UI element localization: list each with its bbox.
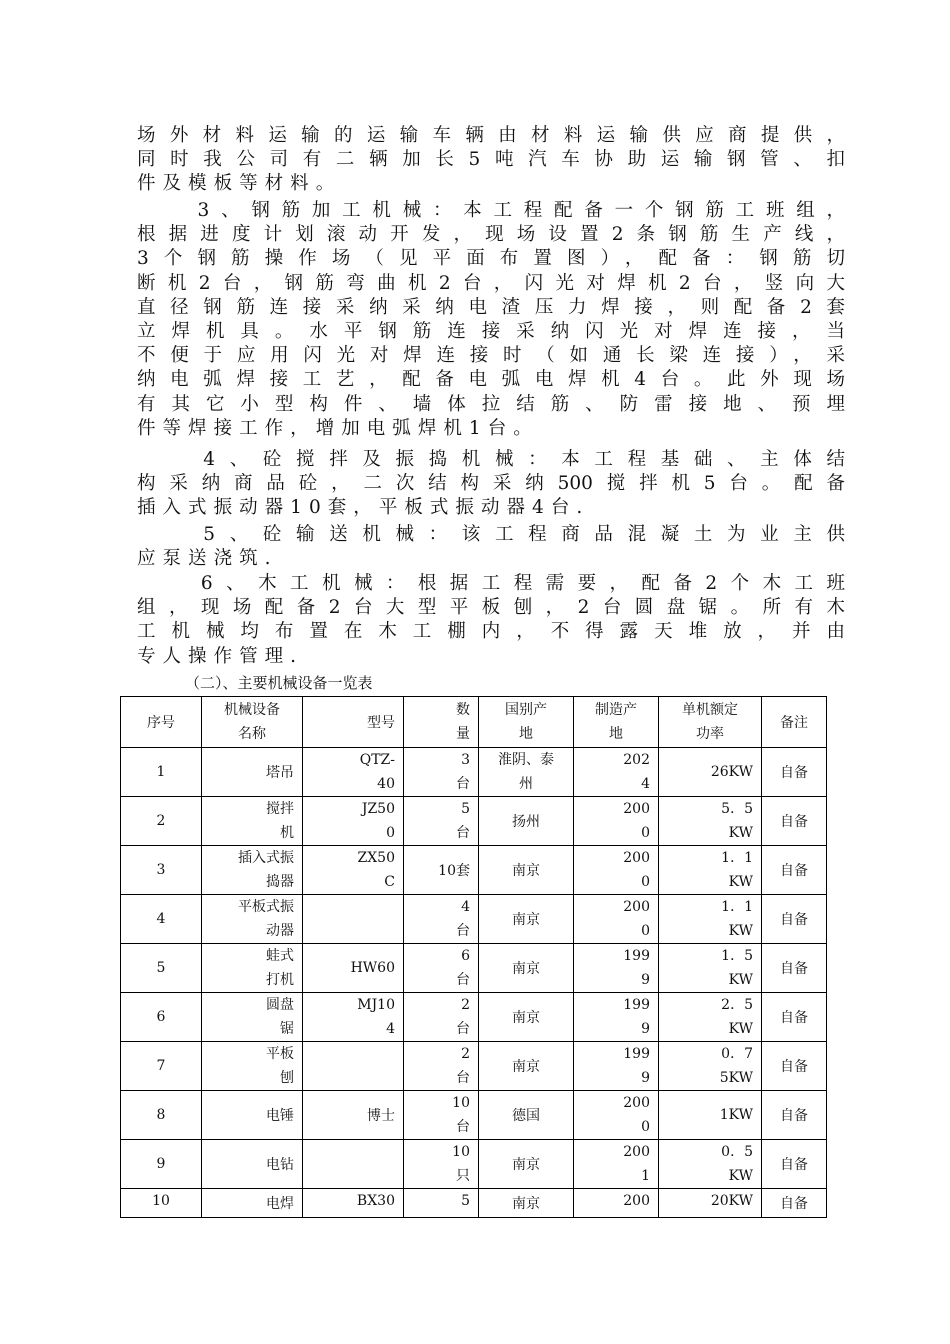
text-line: 件及模板等材料。 — [137, 173, 342, 195]
cell-text: KW — [728, 1168, 753, 1184]
table-row — [121, 895, 827, 944]
cell-year — [574, 895, 659, 944]
table-row — [121, 1042, 827, 1091]
cell-origin — [479, 748, 574, 797]
cell-text: 平板式振 — [238, 899, 294, 915]
cell-text: 机械设备 — [224, 702, 280, 718]
text-line: 断机2台，钢筋弯曲机2台，闪光对焊机2台，竖向大 — [137, 272, 845, 294]
cell-text: 1．1 — [721, 850, 753, 866]
cell-note: 自备 — [762, 993, 827, 1042]
cell-power — [659, 1042, 762, 1091]
header-col-name — [202, 697, 303, 748]
cell-text: 南京 — [512, 961, 540, 977]
text-line: 插入式振动器10套，平板式振动器4台. — [137, 497, 590, 519]
cell-text: 搅拌 — [266, 801, 294, 817]
cell-year — [574, 748, 659, 797]
cell-text: 平板 — [266, 1046, 294, 1062]
paragraph-rebar — [137, 199, 845, 441]
cell-index: 6 — [121, 993, 202, 1042]
cell-text: 202 — [623, 752, 650, 768]
cell-text: 2 — [461, 1046, 470, 1062]
cell-text: 名称 — [238, 726, 266, 742]
cell-text: 2．5 — [721, 997, 753, 1013]
cell-qty — [404, 748, 479, 797]
cell-year — [574, 944, 659, 993]
cell-text: 动器 — [266, 923, 294, 939]
cell-text: 1KW — [719, 1107, 753, 1123]
cell-origin — [479, 1140, 574, 1189]
header-col-year — [574, 697, 659, 748]
cell-power — [659, 993, 762, 1042]
cell-index: 3 — [121, 846, 202, 895]
text-line: 5、砼输送机械：该工程商品混凝土为业主供 — [137, 524, 845, 545]
cell-year — [574, 1189, 659, 1218]
cell-text: 南京 — [512, 1010, 540, 1026]
table-row — [121, 1140, 827, 1189]
cell-note: 自备 — [762, 846, 827, 895]
cell-note: 自备 — [762, 1091, 827, 1140]
cell-note: 自备 — [762, 1189, 827, 1218]
cell-model — [303, 797, 404, 846]
cell-text: 1．1 — [721, 899, 753, 915]
cell-qty — [404, 944, 479, 993]
cell-text: 200 — [623, 1193, 650, 1209]
cell-text: 200 — [623, 850, 650, 866]
cell-text: 刨 — [280, 1070, 294, 1086]
cell-text: 40 — [377, 776, 395, 792]
cell-text: 200 — [623, 801, 650, 817]
cell-model — [303, 748, 404, 797]
cell-text: 0 — [641, 923, 650, 939]
cell-year — [574, 1042, 659, 1091]
cell-text: BX30 — [356, 1193, 395, 1209]
cell-text: C — [384, 874, 395, 890]
cell-text: 锯 — [280, 1021, 294, 1037]
cell-text: 备注 — [780, 715, 808, 731]
table-row — [121, 748, 827, 797]
cell-qty — [404, 1042, 479, 1091]
header-col-model — [303, 697, 404, 748]
header-col-origin — [479, 697, 574, 748]
paragraph-wood — [137, 572, 845, 669]
cell-note: 自备 — [762, 797, 827, 846]
cell-text: 0．7 — [721, 1046, 753, 1062]
cell-note: 自备 — [762, 895, 827, 944]
cell-text: 地 — [609, 726, 623, 742]
cell-text: 3 — [461, 752, 470, 768]
cell-text: 插入式振 — [238, 850, 294, 866]
cell-name — [202, 797, 303, 846]
cell-origin — [479, 944, 574, 993]
cell-text: 国别产 — [505, 702, 547, 718]
cell-year — [574, 1091, 659, 1140]
cell-name — [202, 748, 303, 797]
cell-text: 台 — [456, 776, 470, 792]
text-line: 根据进度计划滚动开发，现场设置2条钢筋生产线， — [137, 224, 845, 246]
cell-text: 199 — [623, 1046, 650, 1062]
header-col-power — [659, 697, 762, 748]
cell-model — [303, 1042, 404, 1091]
cell-name — [202, 993, 303, 1042]
cell-note: 自备 — [762, 1140, 827, 1189]
cell-text: 台 — [456, 1021, 470, 1037]
cell-index: 7 — [121, 1042, 202, 1091]
cell-year — [574, 1140, 659, 1189]
cell-origin — [479, 993, 574, 1042]
cell-power — [659, 846, 762, 895]
cell-power — [659, 1189, 762, 1218]
cell-power — [659, 797, 762, 846]
table-header-row — [121, 697, 827, 748]
cell-index: 1 — [121, 748, 202, 797]
cell-text: 0 — [641, 874, 650, 890]
cell-origin — [479, 1189, 574, 1218]
cell-text: 只 — [456, 1168, 470, 1184]
text-line: 3、钢筋加工机械：本工程配备一个钢筋工班组， — [137, 200, 845, 221]
cell-text: 蛙式 — [266, 948, 294, 964]
text-line: 场外材料运输的运输车辆由材料运输供应商提供， — [137, 125, 845, 146]
cell-text: 10 — [452, 1144, 470, 1160]
cell-text: 1．5 — [721, 948, 753, 964]
cell-text: 州 — [519, 776, 533, 792]
cell-text: KW — [728, 825, 753, 841]
cell-index: 4 — [121, 895, 202, 944]
cell-power — [659, 895, 762, 944]
cell-model — [303, 895, 404, 944]
table-row — [121, 846, 827, 895]
cell-power — [659, 748, 762, 797]
table-row — [121, 797, 827, 846]
cell-text: 数 — [456, 702, 470, 718]
cell-text: KW — [728, 972, 753, 988]
cell-index: 5 — [121, 944, 202, 993]
text-line: 构采纳商品砼，二次结构采纳500搅拌机5台。配备 — [137, 473, 845, 495]
cell-text: 200 — [623, 1095, 650, 1111]
cell-qty — [404, 1189, 479, 1218]
cell-text: 10套 — [438, 863, 470, 879]
text-line: 同时我公司有二辆加长5吨汽车协助运输钢管、扣 — [137, 149, 845, 171]
cell-origin — [479, 797, 574, 846]
cell-model — [303, 1189, 404, 1218]
cell-text: 南京 — [512, 912, 540, 928]
cell-text: 台 — [456, 923, 470, 939]
equipment-table — [120, 696, 827, 1218]
text-line: 件等焊接工作，增加电弧焊机1台。 — [137, 417, 539, 439]
table-row — [121, 993, 827, 1042]
cell-text: 塔吊 — [266, 765, 294, 781]
cell-origin — [479, 1091, 574, 1140]
cell-origin — [479, 895, 574, 944]
paragraph-transport — [137, 124, 845, 197]
cell-note: 自备 — [762, 944, 827, 993]
cell-text: 9 — [641, 972, 650, 988]
cell-qty — [404, 797, 479, 846]
cell-name — [202, 1140, 303, 1189]
cell-text: 南京 — [512, 1196, 540, 1212]
cell-power — [659, 944, 762, 993]
text-line: 6、木工机械：根据工程需要，配备2个木工班 — [137, 573, 845, 594]
cell-model — [303, 1091, 404, 1140]
header-col-note — [762, 697, 827, 748]
cell-text: 南京 — [512, 1059, 540, 1075]
cell-power — [659, 1140, 762, 1189]
cell-text: 量 — [456, 726, 470, 742]
cell-text: 打机 — [266, 972, 294, 988]
cell-text: 地 — [519, 726, 533, 742]
cell-text: 20KW — [710, 1193, 753, 1209]
cell-qty — [404, 895, 479, 944]
cell-text: MJ10 — [357, 997, 395, 1013]
cell-index: 8 — [121, 1091, 202, 1140]
cell-text: 德国 — [512, 1108, 540, 1124]
cell-text: 5 — [461, 801, 470, 817]
cell-model — [303, 944, 404, 993]
cell-model — [303, 993, 404, 1042]
cell-text: ZX50 — [357, 850, 395, 866]
cell-text: 南京 — [512, 863, 540, 879]
cell-text: 1 — [641, 1168, 650, 1184]
text-line: 专人操作管理. — [137, 645, 304, 667]
cell-text: 4 — [461, 899, 470, 915]
cell-text: 200 — [623, 899, 650, 915]
cell-text: 台 — [456, 1119, 470, 1135]
text-line: 直径钢筋连接采纳采纳电渣压力焊接，则配备2套 — [137, 296, 845, 318]
cell-text: 199 — [623, 997, 650, 1013]
cell-text: 功率 — [696, 726, 724, 742]
cell-text: 单机额定 — [682, 702, 738, 718]
header-col-qty — [404, 697, 479, 748]
cell-origin — [479, 846, 574, 895]
cell-text: 台 — [456, 1070, 470, 1086]
text-line: 工机械均布置在木工棚内，不得露天堆放，并由 — [137, 621, 845, 643]
cell-year — [574, 797, 659, 846]
cell-index: 2 — [121, 797, 202, 846]
text-line: 3个钢筋操作场（见平面布置图），配备：钢筋切 — [137, 248, 845, 270]
cell-origin — [479, 1042, 574, 1091]
text-line: 有其它小型构件、墙体拉结筋、防雷接地、预埋 — [137, 393, 845, 415]
cell-qty — [404, 1091, 479, 1140]
cell-name — [202, 1189, 303, 1218]
cell-text: 0．5 — [721, 1144, 753, 1160]
cell-text: KW — [728, 874, 753, 890]
cell-text: QTZ- — [359, 752, 395, 768]
cell-name — [202, 895, 303, 944]
cell-qty — [404, 993, 479, 1042]
cell-text: KW — [728, 923, 753, 939]
cell-text: 5KW — [719, 1070, 753, 1086]
cell-text: 圆盘 — [266, 997, 294, 1013]
cell-text: 博士 — [367, 1108, 395, 1124]
cell-text: 序号 — [147, 715, 175, 731]
cell-name — [202, 944, 303, 993]
cell-note: 自备 — [762, 1042, 827, 1091]
cell-name — [202, 846, 303, 895]
cell-index: 9 — [121, 1140, 202, 1189]
paragraph-concrete — [137, 448, 845, 521]
cell-text: HW60 — [350, 960, 395, 976]
cell-year — [574, 993, 659, 1042]
cell-text: 26KW — [710, 764, 753, 780]
cell-text: 台 — [456, 972, 470, 988]
cell-power — [659, 1091, 762, 1140]
cell-text: 扬州 — [512, 814, 540, 830]
text-line: 不便于应用闪光对焊连接时（如通长梁连接），采 — [137, 345, 845, 367]
text-line: 立焊机具。水平钢筋连接采纳闪光对焊连接，当 — [137, 320, 845, 342]
cell-text: 型号 — [367, 715, 395, 731]
table-row — [121, 1189, 827, 1218]
cell-note: 自备 — [762, 748, 827, 797]
cell-text: 200 — [623, 1144, 650, 1160]
cell-text: 5 — [461, 1193, 470, 1209]
cell-text: 10 — [452, 1095, 470, 1111]
cell-text: 199 — [623, 948, 650, 964]
cell-text: 0 — [641, 825, 650, 841]
table-row — [121, 1091, 827, 1140]
cell-text: 电钻 — [266, 1157, 294, 1173]
paragraph-pump — [137, 523, 845, 571]
cell-text: 制造产 — [595, 702, 637, 718]
cell-model — [303, 1140, 404, 1189]
text-line: 纳电弧焊接工艺，配备电弧电焊机4台。此外现场 — [137, 369, 845, 391]
cell-text: 5．5 — [721, 801, 753, 817]
text-line: 4、砼搅拌及振捣机械：本工程基础、主体结 — [137, 449, 845, 470]
cell-text: 6 — [461, 948, 470, 964]
cell-text: 0 — [386, 825, 395, 841]
cell-text: 机 — [280, 825, 294, 841]
cell-text: 2 — [461, 997, 470, 1013]
cell-text: 电锤 — [266, 1108, 294, 1124]
cell-text: 9 — [641, 1070, 650, 1086]
cell-model — [303, 846, 404, 895]
cell-name — [202, 1042, 303, 1091]
cell-text: 南京 — [512, 1157, 540, 1173]
cell-index: 10 — [121, 1189, 202, 1218]
header-col-index — [121, 697, 202, 748]
table-row — [121, 944, 827, 993]
cell-text: 9 — [641, 1021, 650, 1037]
cell-text: 4 — [641, 776, 650, 792]
cell-qty — [404, 846, 479, 895]
cell-qty — [404, 1140, 479, 1189]
cell-text: 4 — [386, 1021, 395, 1037]
table-title: （二）、主要机械设备一览表 — [185, 674, 373, 692]
cell-text: 0 — [641, 1119, 650, 1135]
cell-text: JZ50 — [361, 801, 395, 817]
cell-text: 台 — [456, 825, 470, 841]
cell-text: 淮阴、泰 — [498, 752, 554, 768]
cell-text: KW — [728, 1021, 753, 1037]
cell-text: 电焊 — [266, 1196, 294, 1212]
cell-year — [574, 846, 659, 895]
text-line: 组，现场配备2台大型平板刨，2台圆盘锯。所有木 — [137, 597, 845, 619]
text-line: 应泵送浇筑. — [137, 548, 278, 570]
cell-text: 捣器 — [266, 874, 294, 890]
cell-name — [202, 1091, 303, 1140]
